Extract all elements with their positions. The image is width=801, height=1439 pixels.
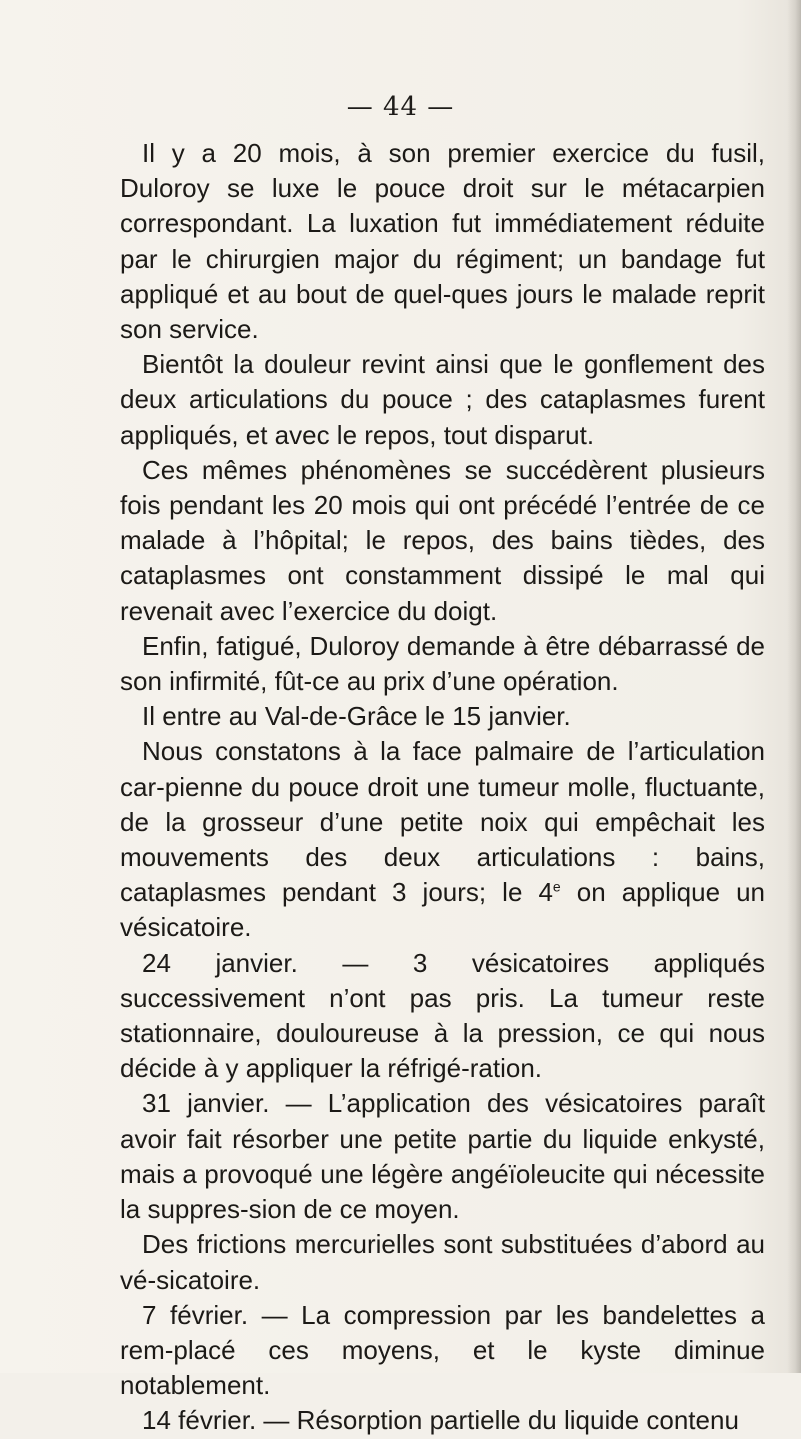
paragraph-6-main: Nous constatons à la face palmaire de l’articulation car-pienne du pouce droit une tumeur molle, fluctuante, de la grosseur d’une petite noix qui empêchait les mouvements des deux articulations : bains, cataplasmes pendant 3 jours; le 4 (120, 736, 765, 908)
page-number: — 44 — (346, 92, 455, 122)
paragraph-8: 31 janvier. — L’application des vésicatoires paraît avoir fait résorber une petite partie du liquide enkysté, mais a provoqué une légère angéïoleucite qui nécessite la suppres-sion de ce moyen. (120, 1088, 765, 1225)
paragraph-6-end: on applique un vésicatoire. (120, 877, 765, 943)
paragraph-4: Enfin, fatigué, Duloroy demande à être débarrassé de son infirmité, fût-ce au prix d’une opération. (120, 630, 765, 697)
paragraph-11: 14 février. — Résorption partielle du liquide contenu (142, 1405, 739, 1436)
paragraph-1: Il y a 20 mois, à son premier exercice du fusil, Duloroy se luxe le pouce droit sur le métacarpien correspondant. La luxation fut immédiatement réduite par le chirurgien major du régiment; un bandage fut appliqué et au bout de quel-ques jours le malade reprit son service. (120, 138, 765, 345)
body-text (120, 136, 765, 1439)
paragraph-9: Des frictions mercurielles sont substituées d’abord au vé-sicatoire. (120, 1229, 765, 1295)
paragraph-7: 24 janvier. — 3 vésicatoires appliqués successivement n’ont pas pris. La tumeur reste stationnaire, douloureuse à la pression, ce qui nous décide à y appliquer la réfrigé-ration. (120, 947, 765, 1084)
paragraph-3: Ces mêmes phénomènes se succédèrent plusieurs fois pendant les 20 mois qui ont précédé l’entrée de ce malade à l’hôpital; le repos, des bains tièdes, des cataplasmes ont constamment dissipé le mal qui revenait avec l’exercice du doigt. (120, 454, 765, 626)
paragraph-5: Il entre au Val-de-Grâce le 15 janvier. (142, 701, 571, 732)
paragraph-10: 7 février. — La compression par les bandelettes a rem-placé ces moyens, et le kyste diminue notablement. (120, 1299, 765, 1401)
superscript-e: e (552, 878, 561, 895)
paragraph-2: Bientôt la douleur revint ainsi que le gonflement des deux articulations du pouce ; des cataplasmes furent appliqués, et avec le repos, tout disparut. (120, 349, 765, 450)
paragraph-6 (120, 734, 765, 945)
page-edge-shadow (787, 0, 801, 1373)
